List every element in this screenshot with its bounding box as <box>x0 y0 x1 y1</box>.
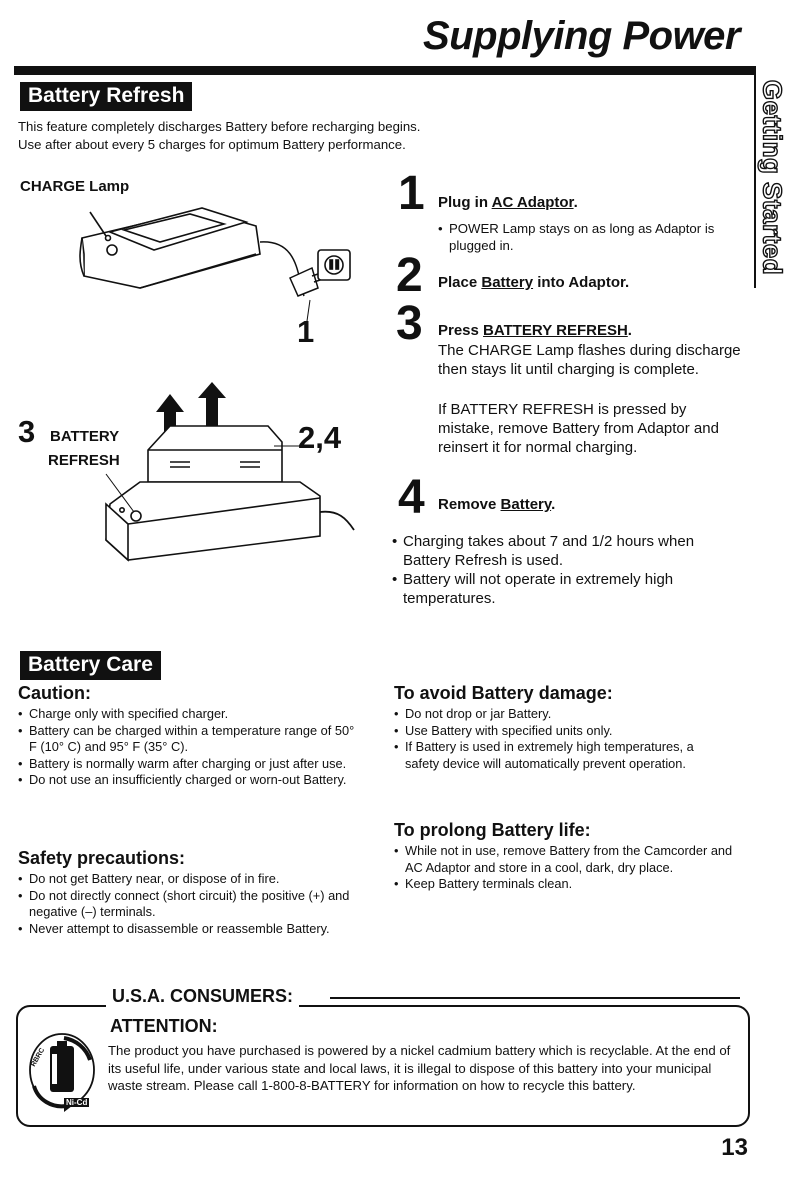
prolong-title: To prolong Battery life: <box>394 820 591 840</box>
callout-3: 3 <box>18 414 36 449</box>
step-2-pre: Place <box>438 274 482 291</box>
step-3-link: BATTERY REFRESH <box>483 322 628 339</box>
step-4-post: . <box>551 496 556 513</box>
step-1-title <box>438 194 578 211</box>
damage-list <box>394 706 694 772</box>
safety-item: • Do not get Battery near, or dispose of in fire. <box>18 871 363 888</box>
step-3-post: . <box>627 322 632 339</box>
caution-title: Caution: <box>18 683 91 703</box>
charge-lamp-label: CHARGE Lamp <box>20 178 130 195</box>
caution-item: • Charge only with specified charger. <box>18 706 363 723</box>
consumers-text: The product you have purchased is powered by a nickel cadmium battery which is recyclable. At the end of its useful life, under various state and local laws, it is illegal to dispose of this battery into your municipal waste stream. Please call 1-800-8-BATTERY for information on how to recycle this battery. <box>108 1043 731 1093</box>
side-tab <box>754 66 788 288</box>
step-3-body-2: If BATTERY REFRESH is pressed by mistake, remove Battery from Adaptor and reinsert it for normal charging. <box>438 401 719 456</box>
refresh-note: • Charging takes about 7 and 1/2 hours when Battery Refresh is used. <box>392 532 742 570</box>
attention-title: ATTENTION: <box>110 1016 218 1036</box>
refresh-note: • Battery will not operate in extremely high temperatures. <box>392 570 742 608</box>
step-3-title <box>438 322 632 339</box>
battery-refresh-heading: Battery Refresh <box>20 82 192 111</box>
caution-item: • Do not use an insufficiently charged or worn-out Battery. <box>18 772 363 789</box>
callout-2-4: 2,4 <box>298 420 342 455</box>
side-tab-label: Getting Started <box>757 79 788 276</box>
refresh-notes <box>392 532 742 608</box>
ac-adaptor-icon <box>80 208 260 288</box>
battery-refresh-label-1: BATTERY <box>50 428 120 445</box>
step-1-notes <box>438 220 718 254</box>
step-4-title <box>438 496 555 513</box>
safety-item: • Do not directly connect (short circuit) the positive (+) and negative (–) terminals. <box>18 888 363 921</box>
step-4-link: Battery <box>500 496 552 513</box>
step-1-link: AC Adaptor <box>491 194 574 211</box>
intro-line-2: Use after about every 5 charges for optimum Battery performance. <box>18 137 406 152</box>
step-1-post: . <box>573 194 578 211</box>
adaptor-illustration <box>20 192 370 582</box>
safety-item: • Never attempt to disassemble or reassemble Battery. <box>18 921 363 938</box>
damage-item: • Use Battery with specified units only. <box>394 723 694 740</box>
step-1-note: • POWER Lamp stays on as long as Adaptor is plugged in. <box>438 220 718 254</box>
battery-care-heading: Battery Care <box>20 651 161 680</box>
step-2-title <box>438 274 629 291</box>
damage-title: To avoid Battery damage: <box>394 683 613 703</box>
step-3-number: 3 <box>396 297 423 350</box>
outlet-icon <box>318 250 350 280</box>
adaptor-base-icon <box>106 482 320 560</box>
title-rule <box>14 66 754 75</box>
step-3-body-1: The CHARGE Lamp flashes during discharge then stays lit until charging is complete. <box>438 342 741 378</box>
step-1-number: 1 <box>398 167 425 220</box>
page-number: 13 <box>721 1134 748 1161</box>
caution-list <box>18 706 363 789</box>
nicd-logo-text: Ni-Cd <box>66 1098 88 1107</box>
battery-refresh-label-2: REFRESH <box>48 452 120 469</box>
prolong-item: • While not in use, remove Battery from the Camcorder and AC Adaptor and store in a cool, dark, dry place. <box>394 843 734 876</box>
safety-list <box>18 871 363 937</box>
page-title: Supplying Power <box>423 14 740 58</box>
damage-item: • If Battery is used in extremely high temperatures, a safety device will automatically prevent operation. <box>394 739 694 772</box>
step-4-pre: Remove <box>438 496 501 513</box>
refresh-intro <box>18 118 420 154</box>
step-4-number: 4 <box>398 471 425 524</box>
safety-title: Safety precautions: <box>18 848 186 868</box>
step-2-post: into Adaptor. <box>533 274 630 291</box>
rbrc-logo-text: RBRC <box>30 1046 47 1069</box>
caution-item: • Battery is normally warm after charging or just after use. <box>18 756 363 773</box>
intro-line-1: This feature completely discharges Battery before recharging begins. <box>18 119 421 134</box>
callout-1: 1 <box>297 314 315 349</box>
step-2-link: Battery <box>481 274 534 291</box>
prolong-item: • Keep Battery terminals clean. <box>394 876 734 893</box>
caution-item: • Battery can be charged within a temperature range of 50° F (10° C) and 95° F (35° C). <box>18 723 363 756</box>
consumers-title: U.S.A. CONSUMERS: <box>106 986 299 1007</box>
step-1-pre: Plug in <box>438 194 492 211</box>
step-2-number: 2 <box>396 249 423 302</box>
battery-icon <box>148 426 282 482</box>
consumers-box-rule <box>330 997 740 999</box>
damage-item: • Do not drop or jar Battery. <box>394 706 694 723</box>
prolong-list <box>394 843 734 893</box>
step-3-pre: Press <box>438 322 484 339</box>
